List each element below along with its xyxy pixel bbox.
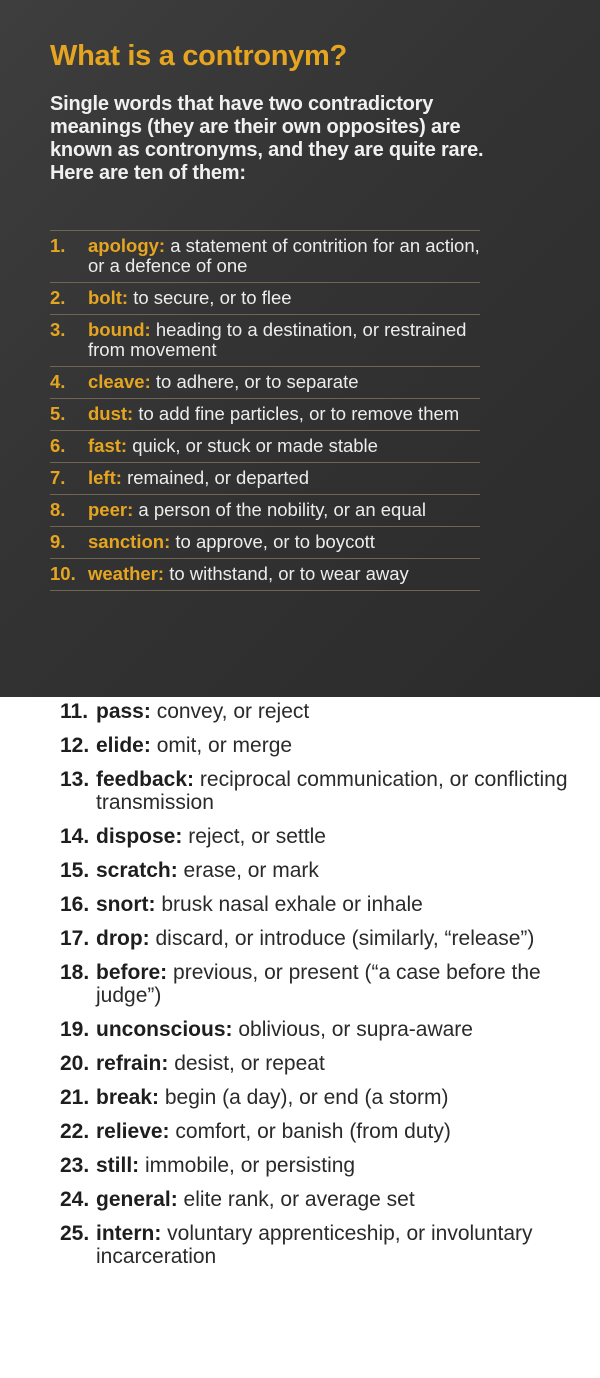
item-definition: elite rank, or average set [183, 1188, 415, 1211]
item-number: 19. [60, 1018, 90, 1041]
list-item [50, 367, 480, 399]
list-item [50, 495, 480, 527]
list-item [60, 1018, 580, 1041]
item-word: drop: [96, 927, 150, 950]
item-word: general: [96, 1188, 178, 1211]
list-item [60, 734, 580, 757]
item-number: 20. [60, 1052, 90, 1075]
item-word: refrain: [96, 1052, 169, 1075]
item-number: 6. [50, 435, 66, 456]
item-number: 22. [60, 1120, 90, 1143]
item-word: bound: [88, 319, 151, 340]
item-definition: desist, or repeat [174, 1052, 325, 1075]
item-number: 11. [60, 700, 89, 723]
list-item [60, 893, 580, 916]
item-definition: voluntary apprenticeship, or involuntary incarceration [96, 1222, 533, 1268]
item-definition: to withstand, or to wear away [169, 563, 409, 584]
list-item [60, 859, 580, 882]
item-number: 2. [50, 287, 66, 308]
item-text [88, 564, 480, 584]
item-number: 15. [60, 859, 90, 882]
item-definition: previous, or present (“a case before the judge”) [96, 961, 541, 1007]
item-text [88, 532, 480, 552]
item-word: elide: [96, 734, 151, 757]
list-item [60, 927, 580, 950]
list-item [50, 399, 480, 431]
item-definition: immobile, or persisting [145, 1154, 356, 1177]
item-number: 1. [50, 235, 66, 256]
item-definition: erase, or mark [183, 859, 319, 882]
item-number: 8. [50, 499, 66, 520]
item-word: dust: [88, 403, 134, 424]
bottom-contronym-list [60, 700, 580, 1279]
item-word: bolt: [88, 287, 129, 308]
list-item [60, 1222, 580, 1268]
item-number: 4. [50, 371, 66, 392]
item-definition: remained, or departed [127, 467, 310, 488]
item-number: 23. [60, 1154, 90, 1177]
item-definition: oblivious, or supra-aware [238, 1018, 473, 1041]
list-item [60, 1154, 580, 1177]
item-text [88, 436, 480, 456]
item-definition: brusk nasal exhale or inhale [161, 893, 423, 916]
item-word: apology: [88, 235, 166, 256]
item-word: cleave: [88, 371, 151, 392]
item-number: 14. [60, 825, 90, 848]
list-item [50, 559, 480, 591]
list-item [60, 1052, 580, 1075]
item-word: before: [96, 961, 168, 984]
list-item [50, 283, 480, 315]
item-word: snort: [96, 893, 156, 916]
list-item [60, 1188, 580, 1211]
item-number: 7. [50, 467, 66, 488]
item-word: fast: [88, 435, 128, 456]
item-number: 12. [60, 734, 90, 757]
item-definition: comfort, or banish (from duty) [175, 1120, 451, 1143]
item-word: left: [88, 467, 122, 488]
list-item [60, 1120, 580, 1143]
item-number: 25. [60, 1222, 90, 1245]
item-number: 17. [60, 927, 90, 950]
item-definition: to add fine particles, or to remove them [138, 403, 460, 424]
item-number: 5. [50, 403, 66, 424]
list-item [60, 768, 580, 814]
list-item [50, 315, 480, 367]
item-definition: a statement of contrition for an action, or a defence of one [88, 235, 480, 276]
item-text [88, 404, 480, 424]
top-contronym-list [50, 230, 480, 591]
item-definition: reject, or settle [188, 825, 326, 848]
item-definition: reciprocal communication, or conflicting transmission [96, 768, 568, 814]
list-item [50, 463, 480, 495]
list-item [60, 700, 580, 723]
item-definition: heading to a destination, or restrained from movement [88, 319, 467, 360]
item-number: 13. [60, 768, 90, 791]
item-definition: omit, or merge [156, 734, 293, 757]
item-number: 21. [60, 1086, 90, 1109]
item-definition: convey, or reject [156, 700, 310, 723]
item-word: relieve: [96, 1120, 170, 1143]
item-word: dispose: [96, 825, 183, 848]
list-item [60, 825, 580, 848]
item-text [88, 372, 480, 392]
item-text [88, 500, 480, 520]
item-word: break: [96, 1086, 160, 1109]
item-text [88, 320, 480, 360]
item-number: 10. [50, 563, 76, 584]
item-word: sanction: [88, 531, 171, 552]
page-title: What is a contronym? [50, 40, 347, 72]
list-item [50, 231, 480, 283]
item-number: 18. [60, 961, 90, 984]
item-word: pass: [96, 700, 151, 723]
item-word: still: [96, 1154, 140, 1177]
item-word: scratch: [96, 859, 178, 882]
list-item [50, 431, 480, 463]
item-definition: discard, or introduce (similarly, “release”) [155, 927, 535, 950]
item-number: 9. [50, 531, 66, 552]
item-definition: begin (a day), or end (a storm) [164, 1086, 449, 1109]
item-definition: to adhere, or to separate [155, 371, 359, 392]
item-word: peer: [88, 499, 134, 520]
item-text [88, 468, 480, 488]
item-definition: to secure, or to flee [133, 287, 292, 308]
item-number: 3. [50, 319, 66, 340]
item-definition: a person of the nobility, or an equal [138, 499, 427, 520]
item-number: 24. [60, 1188, 90, 1211]
item-word: weather: [88, 563, 165, 584]
item-word: intern: [96, 1222, 162, 1245]
item-word: unconscious: [96, 1018, 233, 1041]
item-text [88, 236, 480, 276]
item-definition: to approve, or to boycott [175, 531, 375, 552]
item-number: 16. [60, 893, 90, 916]
intro-text: Single words that have two contradictory meanings (they are their own opposites) are known as contronyms, and they are quite rare. Here are ten of them: [50, 93, 484, 184]
list-item [50, 527, 480, 559]
item-word: feedback: [96, 768, 195, 791]
list-item [60, 961, 580, 1007]
item-text [88, 288, 480, 308]
item-definition: quick, or stuck or made stable [132, 435, 378, 456]
list-item [60, 1086, 580, 1109]
